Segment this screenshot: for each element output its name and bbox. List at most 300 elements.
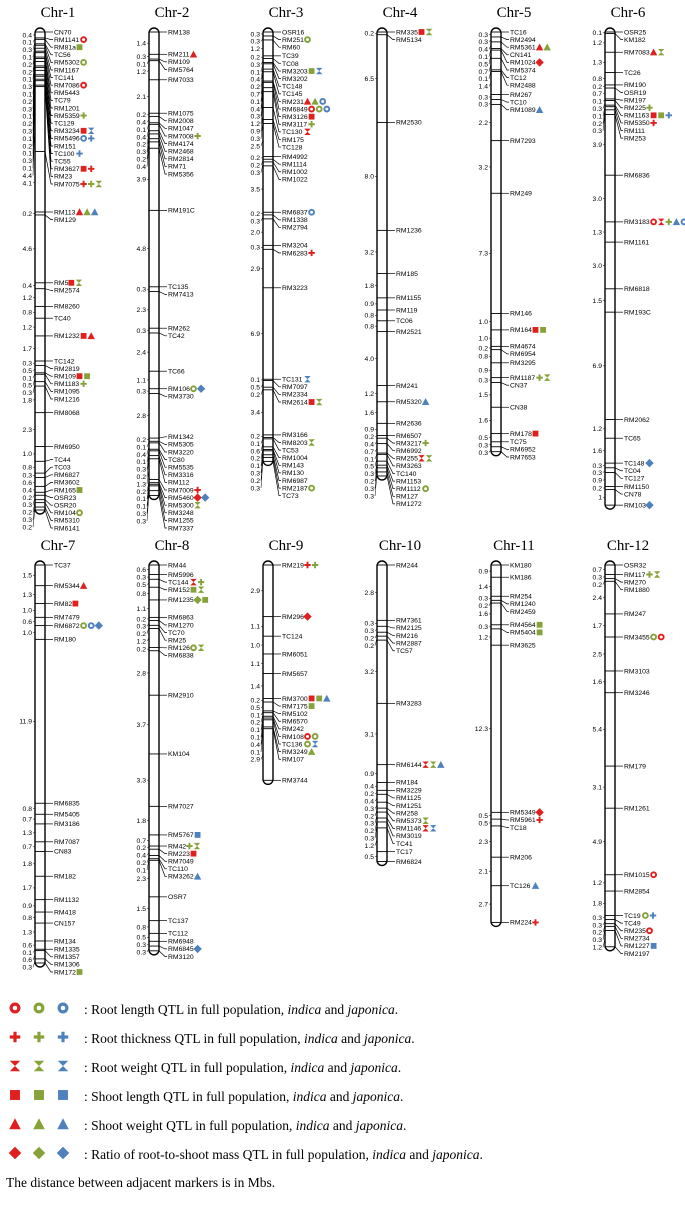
distance-label: 0.3: [364, 471, 374, 479]
marker-label: RM5350: [624, 120, 650, 128]
marker-label: RM190: [624, 82, 646, 90]
plus-green-symbol: [422, 440, 428, 446]
distance-label: 3.5: [250, 186, 260, 194]
marker-label: RM1047: [168, 125, 194, 133]
marker-label: RM7479: [54, 614, 80, 622]
chromosome-title: Chr-7: [40, 538, 76, 554]
distance-label: 0.1: [22, 135, 32, 143]
marker-label: RM164: [510, 327, 532, 335]
distance-label: 0.3: [136, 53, 146, 61]
distance-label: 0.6: [22, 942, 32, 950]
distance-label: 1.7: [22, 885, 32, 893]
marker-label: RM8260: [54, 303, 80, 311]
marker-label: RM335: [396, 29, 418, 37]
distance-label: 0.5: [478, 813, 488, 821]
distance-label: 1.2: [136, 68, 146, 76]
marker-label: RM117: [624, 571, 646, 579]
diamond-green-symbol: [33, 1146, 46, 1159]
marker-label: RM5359: [54, 112, 80, 120]
marker-label: RM7027: [168, 803, 194, 811]
distance-label: 0.1: [592, 30, 602, 38]
marker-leader: [45, 482, 53, 486]
circle-red-symbol: [651, 219, 656, 224]
legend-symbols-svg: [6, 1144, 84, 1162]
marker-leader: [45, 289, 53, 291]
distance-label: 0.3: [478, 377, 488, 385]
marker-label: RM254: [510, 593, 532, 601]
distance-label: 0.3: [22, 84, 32, 92]
distance-label: 0.2: [22, 121, 32, 129]
distance-label: 0.5: [478, 61, 488, 69]
distance-label: 0.1: [136, 503, 146, 511]
marker-label: RM7086: [54, 82, 80, 90]
marker-leader: [501, 452, 509, 457]
chromosome-chr-4: [342, 0, 456, 533]
diamond-blue-symbol: [201, 493, 209, 501]
distance-label: 3.2: [478, 164, 488, 172]
marker-label: RM5320: [396, 399, 422, 407]
marker-leader: [273, 59, 281, 64]
marker-leader: [501, 826, 509, 828]
marker-label: RM2734: [624, 935, 650, 943]
chromosome-chr-5: [456, 0, 570, 533]
distance-label: 0.2: [136, 646, 146, 654]
distance-label: 0.5: [136, 934, 146, 942]
distance-label: 0.5: [364, 853, 374, 861]
distance-label: 0.1: [22, 39, 32, 47]
circle-blue-symbol: [320, 99, 325, 104]
marker-label: RM3103: [624, 668, 650, 676]
plus-red-symbol: [308, 250, 314, 256]
distance-label: 0.3: [364, 620, 374, 628]
marker-label: TC66: [168, 368, 185, 376]
distance-label: 2.3: [136, 307, 146, 315]
distance-label: 1.4: [250, 683, 260, 691]
distance-label: 6.9: [592, 363, 602, 371]
bowtie-green-symbol: [34, 1060, 45, 1071]
circle-green-symbol: [651, 635, 656, 640]
marker-label: RM6849: [282, 106, 308, 114]
marker-leader: [387, 35, 395, 40]
distance-label: 0.7: [136, 837, 146, 845]
triangle-red-symbol: [304, 98, 311, 105]
marker-label: TC129: [54, 120, 75, 128]
marker-label: RM1251: [396, 802, 422, 810]
marker-label: RM1270: [168, 622, 194, 630]
distance-label: 0.2: [22, 210, 32, 218]
diamond-blue-symbol: [193, 945, 201, 953]
marker-label: RM8068: [54, 409, 80, 417]
chromosome-title: Chr-3: [268, 5, 304, 21]
square-red-symbol: [309, 696, 315, 702]
marker-label: RM1146: [396, 825, 422, 833]
distance-label: 3.2: [364, 669, 374, 677]
distance-label: 1.4: [478, 83, 488, 91]
circle-green-symbol: [191, 645, 196, 650]
distance-label: 0.4: [250, 106, 260, 114]
distance-label: 0.5: [136, 581, 146, 589]
distance-label: 0.4: [22, 487, 32, 495]
marker-label: RM1167: [54, 67, 80, 75]
legend-row: [6, 995, 685, 1024]
marker-label: RM182: [54, 873, 76, 881]
distance-label: 0.2: [22, 61, 32, 69]
distance-label: 1.5: [478, 392, 488, 400]
legend-row: [6, 1140, 685, 1169]
marker-leader: [501, 447, 509, 450]
marker-label: RM206: [510, 854, 532, 862]
distance-label: 0.9: [22, 903, 32, 911]
distance-label: 0.3: [478, 624, 488, 632]
distance-label: 2.3: [478, 838, 488, 846]
distance-label: 1.2: [364, 842, 374, 850]
marker-label: RM6835: [54, 800, 80, 808]
marker-leader: [273, 381, 281, 387]
distance-label: 0.7: [364, 448, 374, 456]
marker-leader: [159, 333, 167, 336]
square-green-symbol: [84, 373, 90, 379]
chromosome-rod: [263, 28, 273, 465]
circle-green-symbol: [317, 107, 322, 112]
distance-label: 0.2: [364, 434, 374, 442]
chromosome-chr-7: [0, 533, 114, 991]
distance-label: 0.4: [136, 163, 146, 171]
marker-leader: [387, 632, 395, 635]
square-blue-symbol: [195, 832, 201, 838]
marker-leader: [387, 626, 395, 628]
distance-label: 3.2: [364, 249, 374, 257]
distance-label: 1.2: [136, 638, 146, 646]
distance-label: 1.2: [592, 880, 602, 888]
marker-label: RM193C: [624, 309, 651, 317]
marker-leader: [273, 72, 281, 94]
marker-label: RM2187: [282, 485, 308, 493]
distance-label: 0.2: [250, 455, 260, 463]
marker-label: TC131: [282, 376, 303, 384]
marker-leader: [273, 123, 281, 147]
marker-leader: [45, 503, 53, 513]
marker-label: TC130: [282, 129, 303, 137]
marker-leader: [615, 472, 623, 478]
marker-label: RM216: [396, 632, 418, 640]
marker-leader: [615, 468, 623, 471]
marker-label: RM3186: [54, 821, 80, 829]
square-blue-symbol: [651, 943, 657, 949]
circle-red-symbol: [659, 635, 664, 640]
marker-label: RM3295: [510, 360, 536, 368]
marker-leader: [159, 292, 167, 295]
distance-label: 0.1: [22, 91, 32, 99]
marker-leader: [273, 249, 281, 253]
distance-label: 0.9: [592, 477, 602, 485]
marker-label: RM7009: [168, 487, 194, 495]
chromosome-title: Chr-11: [493, 538, 535, 554]
plus-blue-symbol: [58, 1031, 69, 1042]
distance-label: 0.1: [22, 76, 32, 84]
marker-label: RM1163: [624, 112, 650, 120]
marker-label: TC140: [396, 470, 417, 478]
distance-label: 0.3: [22, 106, 32, 114]
marker-label: TC75: [510, 439, 527, 447]
chromosome-rod: [149, 28, 159, 499]
chromosome-title: Chr-10: [378, 538, 422, 554]
marker-leader: [45, 475, 53, 478]
marker-label: RM1075: [168, 110, 194, 118]
marker-label: RM6144: [396, 761, 422, 769]
marker-label: RM5344: [54, 582, 80, 590]
marker-label: RM104: [54, 510, 76, 518]
legend-symbols-svg: [6, 1086, 84, 1104]
marker-label: RM2814: [168, 156, 194, 164]
marker-leader: [159, 860, 167, 876]
circle-blue-symbol: [89, 623, 94, 628]
legend-text: : Shoot weight QTL in full population, indica and japonica.: [84, 1117, 407, 1133]
marker-label: RM7361: [396, 617, 422, 625]
distance-label: 0.1: [364, 456, 374, 464]
marker-label: RM138: [168, 29, 190, 37]
bowtie-green-symbol: [426, 455, 432, 461]
marker-label: RM1187: [510, 374, 536, 382]
marker-label: RM249: [510, 190, 532, 198]
marker-label: CN38: [510, 404, 528, 412]
distance-label: 0.3: [250, 135, 260, 143]
distance-label: 4.9: [592, 838, 602, 846]
marker-label: RM2636: [396, 420, 422, 428]
distance-label: 0.1: [136, 444, 146, 452]
chromosome-rod: [377, 28, 387, 480]
chromosome-chr-6: [570, 0, 684, 533]
marker-label: RM5374: [510, 67, 536, 75]
triangle-red-symbol: [76, 208, 83, 215]
square-red-symbol: [651, 112, 657, 118]
chromosome-row-top: [0, 0, 685, 533]
legend-row: [6, 1082, 685, 1111]
bowtie-green-symbol: [316, 399, 322, 405]
circle-blue-symbol: [59, 1004, 67, 1012]
plus-green-symbol: [80, 381, 86, 387]
marker-leader: [387, 453, 395, 458]
marker-label: RM7049: [168, 858, 194, 866]
distance-label: 1.6: [592, 447, 602, 455]
distance-label: 0.3: [364, 835, 374, 843]
marker-leader: [501, 42, 509, 47]
distance-label: 0.8: [22, 914, 32, 922]
marker-label: RM197: [624, 97, 646, 105]
marker-label: RM1002: [282, 169, 308, 177]
chromosome-row-bottom: [0, 533, 685, 991]
distance-label: 0.5: [22, 367, 32, 375]
square-green-symbol: [316, 696, 322, 702]
distance-label: 0.3: [136, 466, 146, 474]
marker-label: RM3700: [282, 695, 308, 703]
marker-leader: [273, 162, 281, 172]
distance-label: 0.3: [136, 942, 146, 950]
distance-label: 0.3: [478, 94, 488, 102]
distance-label: 0.2: [364, 813, 374, 821]
diamond-red-symbol: [303, 612, 311, 620]
plus-green-symbol: [34, 1031, 45, 1042]
distance-label: 3.9: [592, 142, 602, 150]
marker-label: TC100: [54, 150, 75, 158]
marker-leader: [159, 116, 167, 120]
marker-label: OSR25: [624, 29, 647, 37]
marker-label: RM2459: [510, 608, 536, 616]
marker-label: TC124: [282, 633, 303, 641]
distance-label: 0.1: [250, 734, 260, 742]
distance-label: 0.3: [250, 170, 260, 178]
marker-label: TC39: [282, 53, 299, 61]
marker-leader: [387, 640, 395, 651]
distance-label: 0.3: [250, 38, 260, 46]
marker-leader: [501, 58, 509, 70]
plus-blue-symbol: [88, 135, 94, 141]
marker-label: RM2334: [282, 391, 308, 399]
distance-label: 0.3: [478, 449, 488, 457]
circle-red-symbol: [305, 734, 310, 739]
marker-label: RM3166: [282, 432, 308, 440]
triangle-green-symbol: [308, 748, 315, 755]
marker-label: RM241: [396, 382, 418, 390]
distance-label: 1.2: [364, 390, 374, 398]
marker-leader: [615, 920, 623, 924]
legend-text: : Shoot length QTL in full population, indica and japonica.: [84, 1088, 404, 1104]
marker-leader: [615, 88, 623, 92]
triangle-blue-symbol: [673, 218, 680, 225]
bowtie-blue-symbol: [88, 128, 94, 134]
distance-label: 0.3: [22, 158, 32, 166]
marker-label: RM1880: [624, 587, 650, 595]
legend-row: [6, 1111, 685, 1140]
marker-label: RM152: [168, 587, 190, 595]
distance-label: 0.3: [250, 485, 260, 493]
marker-label: RM2910: [168, 692, 194, 700]
distance-label: 1.8: [22, 861, 32, 869]
triangle-green-symbol: [544, 44, 551, 51]
marker-label: TC128: [282, 144, 303, 152]
marker-label: TC148: [624, 460, 645, 468]
square-green-symbol: [77, 969, 83, 975]
bowtie-green-symbol: [198, 587, 204, 593]
distance-label: 0.4: [136, 451, 146, 459]
marker-leader: [387, 794, 395, 798]
distance-label: 1.0: [22, 451, 32, 459]
marker-label: RM3183: [624, 219, 650, 227]
distance-label: 0.2: [250, 697, 260, 705]
square-red-symbol: [309, 114, 315, 120]
marker-label: RM255: [396, 455, 418, 463]
marker-leader: [159, 393, 167, 396]
diamond-blue-symbol: [645, 459, 653, 467]
marker-label: RM3019: [396, 833, 422, 841]
marker-label: RM129: [54, 216, 76, 224]
marker-leader: [45, 490, 53, 492]
distance-label: 0.2: [478, 345, 488, 353]
marker-leader: [387, 802, 395, 805]
marker-label: RM6838: [168, 652, 194, 660]
marker-label: RM1236: [396, 227, 422, 235]
square-green-symbol: [537, 622, 543, 628]
diamond-red-symbol: [535, 808, 543, 816]
distance-label: 6.9: [250, 330, 260, 338]
marker-label: RM1342: [168, 434, 194, 442]
circle-green-symbol: [305, 742, 310, 747]
distance-label: 2.1: [478, 868, 488, 876]
distance-label: 0.1: [592, 113, 602, 121]
marker-label: OSR23: [54, 494, 77, 502]
square-green-symbol: [191, 587, 197, 593]
marker-label: RM175: [282, 136, 304, 144]
marker-label: OSR16: [282, 29, 305, 37]
distance-label: 0.7: [592, 567, 602, 575]
distance-label: 1.4: [136, 40, 146, 48]
marker-label: RM6570: [282, 718, 308, 726]
marker-label: RM5349: [510, 809, 536, 817]
triangle-blue-symbol: [57, 1118, 69, 1129]
distance-label: 2.8: [136, 413, 146, 421]
distance-label: 0.3: [136, 949, 146, 957]
distance-label: 0.4: [22, 32, 32, 40]
distance-label: 0.7: [592, 91, 602, 99]
marker-leader: [273, 702, 281, 706]
marker-label: TC10: [510, 99, 527, 107]
bowtie-green-symbol: [654, 571, 660, 577]
distance-label: 3.0: [592, 195, 602, 203]
marker-label: RM5356: [168, 171, 194, 179]
marker-label: RM108: [282, 733, 304, 741]
marker-leader: [501, 600, 509, 604]
plus-red-symbol: [304, 562, 310, 568]
marker-leader: [45, 365, 53, 368]
marker-label: TC79: [54, 97, 71, 105]
marker-label: KM104: [168, 751, 190, 759]
marker-label: RM1024: [510, 59, 536, 67]
marker-leader: [159, 139, 167, 159]
marker-leader: [159, 59, 167, 62]
marker-label: RM3202: [282, 75, 308, 83]
distance-label: 1.6: [478, 417, 488, 425]
marker-label: RM6837: [282, 209, 308, 217]
distance-label: 0.8: [136, 924, 146, 932]
marker-label: RM231: [282, 98, 304, 106]
marker-label: RM5767: [168, 832, 194, 840]
distance-label: 0.2: [250, 162, 260, 170]
marker-label: RM3120: [168, 953, 194, 961]
distance-label: 0.1: [250, 727, 260, 735]
marker-label: RM1183: [54, 381, 80, 389]
distance-label: 0.6: [22, 480, 32, 488]
distance-label: 0.3: [478, 101, 488, 109]
distance-label: 0.1: [22, 54, 32, 62]
marker-label: RM3126: [282, 113, 308, 121]
marker-label: CN37: [510, 382, 528, 390]
triangle-green-symbol: [311, 98, 318, 105]
marker-label: RM5535: [168, 464, 194, 472]
marker-label: RM5443: [54, 90, 80, 98]
distance-label: 0.2: [136, 436, 146, 444]
distance-label: 1.8: [136, 817, 146, 825]
distance-label: 2.9: [250, 756, 260, 764]
plus-green-symbol: [198, 579, 204, 585]
marker-label: RM3625: [510, 642, 536, 650]
distance-label: 0.1: [250, 440, 260, 448]
marker-label: TC148: [282, 83, 303, 91]
square-red-symbol: [533, 327, 539, 333]
distance-label: 0.1: [250, 463, 260, 471]
bowtie-green-symbol: [658, 49, 664, 55]
plus-green-symbol: [308, 121, 314, 127]
chromosome-title: Chr-9: [268, 538, 304, 554]
plus-red-symbol: [650, 120, 656, 126]
